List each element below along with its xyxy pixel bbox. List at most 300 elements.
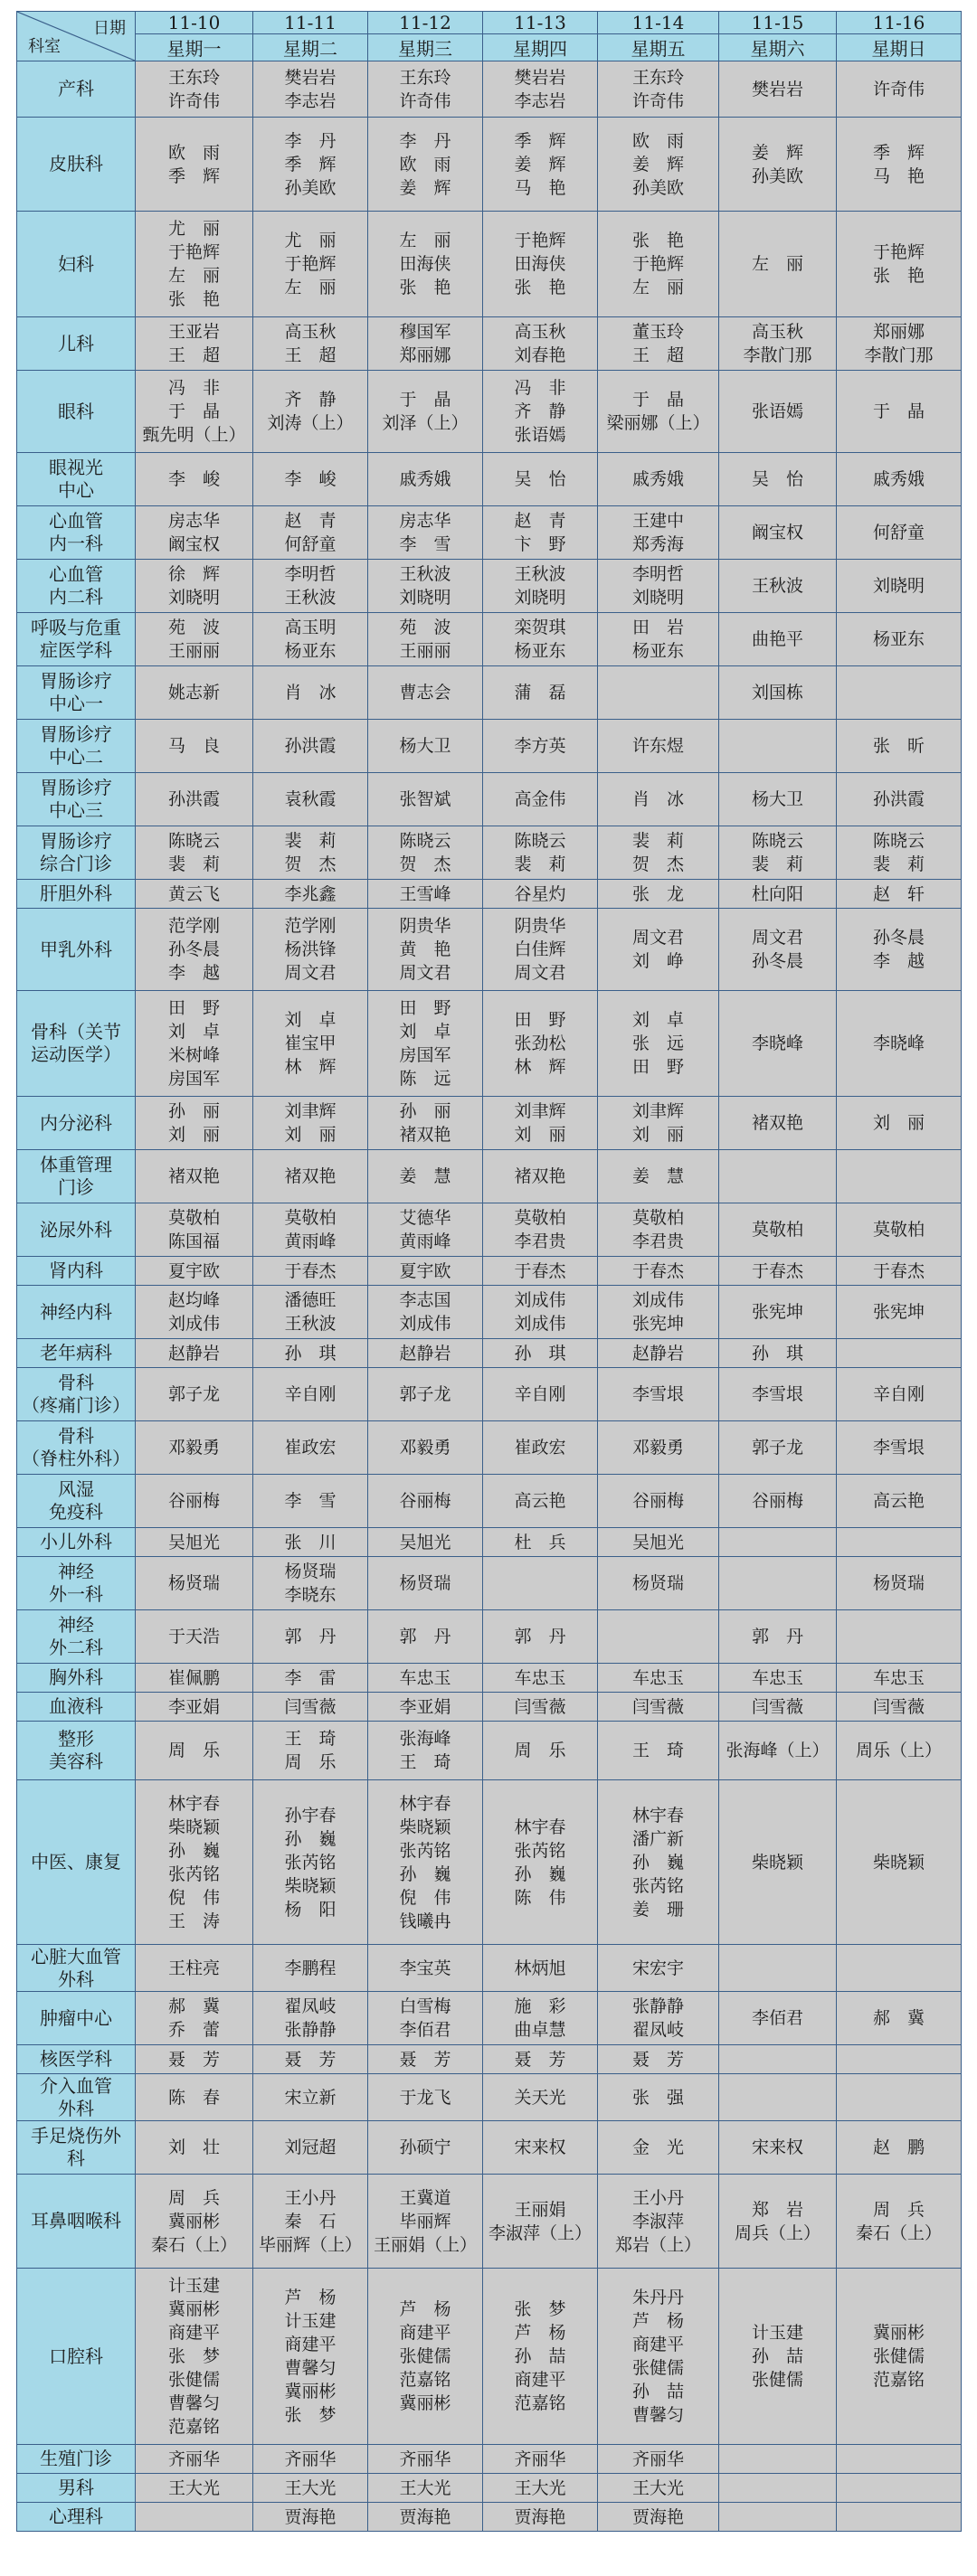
doctor-cell: 高金伟 xyxy=(483,773,598,826)
doctor-cell: 潘德旺 王秋波 xyxy=(253,1286,368,1339)
weekday-header: 星期六 xyxy=(719,34,837,61)
department-cell: 甲乳外科 xyxy=(17,909,136,991)
doctor-cell: 陈晓云 裴 莉 xyxy=(719,826,837,880)
doctor-cell: 孙硕宁 xyxy=(368,2121,483,2175)
doctor-cell: 李雪垠 xyxy=(837,1421,962,1475)
doctor-cell: 杨亚东 xyxy=(837,613,962,666)
doctor-cell: 樊岩岩 李志岩 xyxy=(253,61,368,118)
doctor-cell: 李晓峰 xyxy=(837,991,962,1097)
doctor-cell: 金 光 xyxy=(598,2121,719,2175)
doctor-cell: 艾德华 黄雨峰 xyxy=(368,1203,483,1257)
doctor-cell: 莫敬柏 陈国福 xyxy=(136,1203,253,1257)
doctor-cell: 林炳旭 xyxy=(483,1945,598,1992)
table-row xyxy=(17,506,962,560)
department-cell: 骨科 （疼痛门诊） xyxy=(17,1368,136,1421)
doctor-cell: 欧 雨 季 辉 xyxy=(136,118,253,212)
doctor-cell: 林宇春 张芮铭 孙 巍 陈 伟 xyxy=(483,1780,598,1945)
doctor-cell: 郑 岩 周兵（上） xyxy=(719,2175,837,2269)
doctor-cell: 刘 卓 张 远 田 野 xyxy=(598,991,719,1097)
table-row xyxy=(17,118,962,212)
doctor-cell: 戚秀娥 xyxy=(837,453,962,506)
doctor-cell: 贾海艳 xyxy=(483,2503,598,2532)
department-cell: 骨科（关节 运动医学） xyxy=(17,991,136,1097)
doctor-cell: 孙 丽 褚双艳 xyxy=(368,1097,483,1150)
doctor-cell: 施 彩 曲卓慧 xyxy=(483,1992,598,2045)
doctor-cell: 莫敬柏 李君贵 xyxy=(483,1203,598,1257)
doctor-cell: 田 岩 杨亚东 xyxy=(598,613,719,666)
doctor-cell: 田 野 刘 卓 米树峰 房国军 xyxy=(136,991,253,1097)
doctor-cell: 裴 莉 贺 杰 xyxy=(598,826,719,880)
doctor-cell: 姜 慧 xyxy=(368,1150,483,1203)
doctor-cell: 戚秀娥 xyxy=(598,453,719,506)
date-header-row xyxy=(17,12,962,34)
doctor-cell: 计玉建 冀丽彬 商建平 张 梦 张健儒 曹馨匀 范嘉铭 xyxy=(136,2269,253,2445)
doctor-cell: 崔佩鹏 xyxy=(136,1664,253,1693)
doctor-cell: 郭子龙 xyxy=(368,1368,483,1421)
table-row xyxy=(17,826,962,880)
doctor-cell: 孙 琪 xyxy=(719,1339,837,1368)
table-row xyxy=(17,371,962,453)
corner-dept-label: 科室 xyxy=(28,37,61,56)
doctor-cell xyxy=(837,666,962,720)
doctor-cell: 王东玲 许奇伟 xyxy=(368,61,483,118)
doctor-cell: 李晓峰 xyxy=(719,991,837,1097)
doctor-cell: 齐丽华 xyxy=(136,2445,253,2474)
doctor-cell: 吴旭光 xyxy=(598,1528,719,1557)
weekday-header: 星期三 xyxy=(368,34,483,61)
doctor-cell: 王大光 xyxy=(136,2474,253,2503)
doctor-cell: 杜 兵 xyxy=(483,1528,598,1557)
doctor-cell: 闫雪薇 xyxy=(483,1693,598,1722)
doctor-cell: 李 雪 xyxy=(253,1475,368,1528)
doctor-cell: 李 峻 xyxy=(253,453,368,506)
doctor-cell: 李雪垠 xyxy=(598,1368,719,1421)
doctor-cell: 孙洪霞 xyxy=(837,773,962,826)
doctor-cell xyxy=(719,2045,837,2074)
doctor-cell: 王柱亮 xyxy=(136,1945,253,1992)
doctor-cell: 杨贤瑞 xyxy=(368,1557,483,1610)
doctor-cell: 辛自刚 xyxy=(253,1368,368,1421)
doctor-cell: 樊岩岩 李志岩 xyxy=(483,61,598,118)
doctor-cell: 陈晓云 贺 杰 xyxy=(368,826,483,880)
doctor-cell: 许东煜 xyxy=(598,720,719,773)
table-row xyxy=(17,1722,962,1780)
doctor-cell: 林宇春 柴晓颖 孙 巍 张芮铭 倪 伟 王 涛 xyxy=(136,1780,253,1945)
doctor-cell xyxy=(719,1150,837,1203)
doctor-cell xyxy=(719,720,837,773)
doctor-cell: 贾海艳 xyxy=(253,2503,368,2532)
table-row xyxy=(17,1557,962,1610)
doctor-cell: 郭 丹 xyxy=(483,1610,598,1664)
doctor-cell: 张智斌 xyxy=(368,773,483,826)
doctor-cell: 冀丽彬 张健儒 范嘉铭 xyxy=(837,2269,962,2445)
doctor-cell xyxy=(483,1557,598,1610)
doctor-cell: 李 峻 xyxy=(136,453,253,506)
doctor-cell xyxy=(719,2445,837,2474)
department-cell: 眼科 xyxy=(17,371,136,453)
schedule-body xyxy=(17,61,962,2532)
doctor-cell: 肖 冰 xyxy=(253,666,368,720)
table-row xyxy=(17,1780,962,1945)
doctor-cell: 于天浩 xyxy=(136,1610,253,1664)
table-row xyxy=(17,2074,962,2121)
doctor-cell: 齐丽华 xyxy=(253,2445,368,2474)
outpatient-schedule-table xyxy=(16,11,962,2532)
weekday-header: 星期四 xyxy=(483,34,598,61)
table-row xyxy=(17,453,962,506)
doctor-cell xyxy=(837,1610,962,1664)
doctor-cell: 张静静 翟凤岐 xyxy=(598,1992,719,2045)
doctor-cell: 孙冬晨 李 越 xyxy=(837,909,962,991)
doctor-cell: 刘聿辉 刘 丽 xyxy=(483,1097,598,1150)
doctor-cell: 张 强 xyxy=(598,2074,719,2121)
doctor-cell: 吴 怡 xyxy=(719,453,837,506)
doctor-cell: 房志华 李 雪 xyxy=(368,506,483,560)
table-row xyxy=(17,1339,962,1368)
doctor-cell: 杨大卫 xyxy=(719,773,837,826)
doctor-cell: 张语嫣 xyxy=(719,371,837,453)
table-row xyxy=(17,2121,962,2175)
doctor-cell: 李兆鑫 xyxy=(253,880,368,909)
doctor-cell: 李宝英 xyxy=(368,1945,483,1992)
doctor-cell: 孙洪霞 xyxy=(253,720,368,773)
table-row xyxy=(17,1097,962,1150)
department-cell: 肿瘤中心 xyxy=(17,1992,136,2045)
doctor-cell: 于春杰 xyxy=(598,1257,719,1286)
doctor-cell: 陈晓云 裴 莉 xyxy=(483,826,598,880)
doctor-cell: 孙 琪 xyxy=(253,1339,368,1368)
doctor-cell: 徐 辉 刘晓明 xyxy=(136,560,253,613)
doctor-cell: 许奇伟 xyxy=(837,61,962,118)
doctor-cell: 张 昕 xyxy=(837,720,962,773)
doctor-cell: 尤 丽 于艳辉 左 丽 张 艳 xyxy=(136,212,253,317)
doctor-cell: 车忠玉 xyxy=(837,1664,962,1693)
doctor-cell: 崔政宏 xyxy=(253,1421,368,1475)
doctor-cell: 赵均峰 刘成伟 xyxy=(136,1286,253,1339)
doctor-cell: 季 辉 马 艳 xyxy=(837,118,962,212)
table-row xyxy=(17,1992,962,2045)
doctor-cell: 李 丹 季 辉 孙美欧 xyxy=(253,118,368,212)
doctor-cell: 张海峰（上） xyxy=(719,1722,837,1780)
doctor-cell: 李志国 刘成伟 xyxy=(368,1286,483,1339)
department-cell: 内分泌科 xyxy=(17,1097,136,1150)
table-row xyxy=(17,720,962,773)
table-row xyxy=(17,2269,962,2445)
date-header: 11-12 xyxy=(368,12,483,34)
doctor-cell: 邓毅勇 xyxy=(368,1421,483,1475)
doctor-cell: 王 琦 xyxy=(598,1722,719,1780)
department-cell: 产科 xyxy=(17,61,136,118)
doctor-cell: 刘晓明 xyxy=(837,560,962,613)
table-row xyxy=(17,1945,962,1992)
department-cell: 胸外科 xyxy=(17,1664,136,1693)
table-row xyxy=(17,1368,962,1421)
doctor-cell: 周文君 刘 峥 xyxy=(598,909,719,991)
date-header: 11-10 xyxy=(136,12,253,34)
doctor-cell: 栾贺琪 杨亚东 xyxy=(483,613,598,666)
department-cell: 耳鼻咽喉科 xyxy=(17,2175,136,2269)
table-row xyxy=(17,613,962,666)
department-cell: 口腔科 xyxy=(17,2269,136,2445)
table-row xyxy=(17,666,962,720)
department-cell: 整形 美容科 xyxy=(17,1722,136,1780)
department-cell: 男科 xyxy=(17,2474,136,2503)
date-header: 11-15 xyxy=(719,12,837,34)
doctor-cell: 齐丽华 xyxy=(483,2445,598,2474)
department-cell: 妇科 xyxy=(17,212,136,317)
doctor-cell: 谷丽梅 xyxy=(368,1475,483,1528)
table-row xyxy=(17,991,962,1097)
doctor-cell: 褚双艳 xyxy=(719,1097,837,1150)
doctor-cell: 郭子龙 xyxy=(719,1421,837,1475)
table-row xyxy=(17,212,962,317)
doctor-cell: 计玉建 孙 喆 张健儒 xyxy=(719,2269,837,2445)
table-row xyxy=(17,1664,962,1693)
doctor-cell: 阴贵华 白佳辉 周文君 xyxy=(483,909,598,991)
department-cell: 神经 外一科 xyxy=(17,1557,136,1610)
table-row xyxy=(17,2503,962,2532)
department-cell: 肝胆外科 xyxy=(17,880,136,909)
doctor-cell: 房志华 阚宝权 xyxy=(136,506,253,560)
table-row xyxy=(17,1610,962,1664)
doctor-cell: 夏宇欧 xyxy=(368,1257,483,1286)
doctor-cell: 黄云飞 xyxy=(136,880,253,909)
doctor-cell: 于 晶 梁丽娜（上） xyxy=(598,371,719,453)
doctor-cell: 马 良 xyxy=(136,720,253,773)
date-header: 11-11 xyxy=(253,12,368,34)
department-cell: 眼视光 中心 xyxy=(17,453,136,506)
doctor-cell: 李鹏程 xyxy=(253,1945,368,1992)
doctor-cell: 赵 鹏 xyxy=(837,2121,962,2175)
doctor-cell: 李佰君 xyxy=(719,1992,837,2045)
department-cell: 胃肠诊疗 中心一 xyxy=(17,666,136,720)
doctor-cell: 周乐（上） xyxy=(837,1722,962,1780)
doctor-cell xyxy=(837,1528,962,1557)
doctor-cell: 王东玲 许奇伟 xyxy=(136,61,253,118)
doctor-cell: 谷丽梅 xyxy=(719,1475,837,1528)
doctor-cell: 周 兵 秦石（上） xyxy=(837,2175,962,2269)
doctor-cell: 闫雪薇 xyxy=(837,1693,962,1722)
doctor-cell: 范学刚 杨洪锋 周文君 xyxy=(253,909,368,991)
department-cell: 胃肠诊疗 综合门诊 xyxy=(17,826,136,880)
doctor-cell: 阚宝权 xyxy=(719,506,837,560)
doctor-cell: 车忠玉 xyxy=(598,1664,719,1693)
doctor-cell: 欧 雨 姜 辉 孙美欧 xyxy=(598,118,719,212)
doctor-cell xyxy=(719,1528,837,1557)
doctor-cell xyxy=(719,2074,837,2121)
table-row xyxy=(17,560,962,613)
doctor-cell: 李亚娟 xyxy=(368,1693,483,1722)
doctor-cell xyxy=(719,1945,837,1992)
department-cell: 核医学科 xyxy=(17,2045,136,2074)
doctor-cell: 李亚娟 xyxy=(136,1693,253,1722)
doctor-cell: 王冀道 毕丽辉 王丽娟（上） xyxy=(368,2175,483,2269)
date-header: 11-13 xyxy=(483,12,598,34)
doctor-cell: 孙宇春 孙 巍 张芮铭 柴晓颖 杨 阳 xyxy=(253,1780,368,1945)
doctor-cell: 王小丹 李淑萍 郑岩（上） xyxy=(598,2175,719,2269)
doctor-cell: 芦 杨 计玉建 商建平 曹馨匀 冀丽彬 张 梦 xyxy=(253,2269,368,2445)
weekday-header: 星期二 xyxy=(253,34,368,61)
doctor-cell: 袁秋霞 xyxy=(253,773,368,826)
table-row xyxy=(17,1150,962,1203)
doctor-cell xyxy=(136,2503,253,2532)
department-cell: 介入血管 外科 xyxy=(17,2074,136,2121)
table-row xyxy=(17,1421,962,1475)
doctor-cell xyxy=(598,666,719,720)
department-cell: 中医、康复 xyxy=(17,1780,136,1945)
department-cell: 骨科 （脊柱外科） xyxy=(17,1421,136,1475)
department-cell: 心脏大血管 外科 xyxy=(17,1945,136,1992)
table-row xyxy=(17,1528,962,1557)
doctor-cell: 王丽娟 李淑萍（上） xyxy=(483,2175,598,2269)
doctor-cell: 宋立新 xyxy=(253,2074,368,2121)
doctor-cell: 周 乐 xyxy=(136,1722,253,1780)
doctor-cell: 高玉明 杨亚东 xyxy=(253,613,368,666)
doctor-cell: 郭子龙 xyxy=(136,1368,253,1421)
department-cell: 风湿 免疫科 xyxy=(17,1475,136,1528)
doctor-cell: 邓毅勇 xyxy=(598,1421,719,1475)
department-cell: 老年病科 xyxy=(17,1339,136,1368)
doctor-cell: 郑丽娜 李散门那 xyxy=(837,317,962,371)
doctor-cell: 谷星灼 xyxy=(483,880,598,909)
department-cell: 小儿外科 xyxy=(17,1528,136,1557)
doctor-cell xyxy=(719,2503,837,2532)
doctor-cell: 王建中 郑秀海 xyxy=(598,506,719,560)
doctor-cell: 陈 春 xyxy=(136,2074,253,2121)
doctor-cell: 刘成伟 刘成伟 xyxy=(483,1286,598,1339)
doctor-cell: 张宪坤 xyxy=(837,1286,962,1339)
doctor-cell: 赵 青 卞 野 xyxy=(483,506,598,560)
doctor-cell: 穆国军 郑丽娜 xyxy=(368,317,483,371)
department-cell: 呼吸与危重 症医学科 xyxy=(17,613,136,666)
doctor-cell: 苑 波 王丽丽 xyxy=(368,613,483,666)
doctor-cell xyxy=(837,2074,962,2121)
doctor-cell: 辛自刚 xyxy=(837,1368,962,1421)
doctor-cell: 于春杰 xyxy=(837,1257,962,1286)
doctor-cell: 车忠玉 xyxy=(368,1664,483,1693)
department-cell: 心理科 xyxy=(17,2503,136,2532)
doctor-cell: 郭 丹 xyxy=(719,1610,837,1664)
doctor-cell: 张海峰 王 琦 xyxy=(368,1722,483,1780)
doctor-cell: 崔政宏 xyxy=(483,1421,598,1475)
doctor-cell: 褚双艳 xyxy=(483,1150,598,1203)
doctor-cell: 赵 青 何舒童 xyxy=(253,506,368,560)
doctor-cell: 于春杰 xyxy=(253,1257,368,1286)
doctor-cell xyxy=(837,1150,962,1203)
doctor-cell: 车忠玉 xyxy=(483,1664,598,1693)
doctor-cell: 贾海艳 xyxy=(368,2503,483,2532)
doctor-cell: 褚双艳 xyxy=(253,1150,368,1203)
doctor-cell: 王秋波 刘晓明 xyxy=(368,560,483,613)
doctor-cell: 辛自刚 xyxy=(483,1368,598,1421)
department-cell: 胃肠诊疗 中心三 xyxy=(17,773,136,826)
doctor-cell: 于艳辉 张 艳 xyxy=(837,212,962,317)
doctor-cell xyxy=(837,2503,962,2532)
doctor-cell: 刘 壮 xyxy=(136,2121,253,2175)
doctor-cell: 王大光 xyxy=(368,2474,483,2503)
doctor-cell: 刘 卓 崔宝甲 林 辉 xyxy=(253,991,368,1097)
doctor-cell: 姜 慧 xyxy=(598,1150,719,1203)
doctor-cell: 刘聿辉 刘 丽 xyxy=(253,1097,368,1150)
doctor-cell: 高云艳 xyxy=(837,1475,962,1528)
doctor-cell xyxy=(837,1945,962,1992)
doctor-cell: 李明哲 刘晓明 xyxy=(598,560,719,613)
doctor-cell: 姚志新 xyxy=(136,666,253,720)
doctor-cell: 聂 芳 xyxy=(253,2045,368,2074)
doctor-cell: 刘国栋 xyxy=(719,666,837,720)
department-cell: 生殖门诊 xyxy=(17,2445,136,2474)
table-row xyxy=(17,2445,962,2474)
doctor-cell: 闫雪薇 xyxy=(598,1693,719,1722)
date-header: 11-14 xyxy=(598,12,719,34)
doctor-cell: 尤 丽 于艳辉 左 丽 xyxy=(253,212,368,317)
table-row xyxy=(17,2474,962,2503)
corner-header xyxy=(17,12,136,61)
doctor-cell: 于 晶 xyxy=(837,371,962,453)
doctor-cell: 刘 丽 xyxy=(837,1097,962,1150)
doctor-cell: 李 雷 xyxy=(253,1664,368,1693)
doctor-cell: 聂 芳 xyxy=(136,2045,253,2074)
table-row xyxy=(17,2045,962,2074)
doctor-cell: 莫敬柏 xyxy=(837,1203,962,1257)
table-row xyxy=(17,1203,962,1257)
doctor-cell: 何舒童 xyxy=(837,506,962,560)
doctor-cell: 莫敬柏 黄雨峰 xyxy=(253,1203,368,1257)
table-row xyxy=(17,2175,962,2269)
doctor-cell: 陈晓云 裴 莉 xyxy=(136,826,253,880)
doctor-cell: 郭 丹 xyxy=(368,1610,483,1664)
doctor-cell: 翟凤岐 张静静 xyxy=(253,1992,368,2045)
department-cell: 泌尿外科 xyxy=(17,1203,136,1257)
doctor-cell: 吴旭光 xyxy=(368,1528,483,1557)
doctor-cell: 田 野 张劲松 林 辉 xyxy=(483,991,598,1097)
doctor-cell: 王东玲 许奇伟 xyxy=(598,61,719,118)
doctor-cell: 王秋波 xyxy=(719,560,837,613)
doctor-cell: 王 琦 周 乐 xyxy=(253,1722,368,1780)
doctor-cell: 肖 冰 xyxy=(598,773,719,826)
doctor-cell: 吴 怡 xyxy=(483,453,598,506)
doctor-cell: 于龙飞 xyxy=(368,2074,483,2121)
table-row xyxy=(17,1693,962,1722)
table-row xyxy=(17,317,962,371)
doctor-cell: 王大光 xyxy=(598,2474,719,2503)
doctor-cell: 蒲 磊 xyxy=(483,666,598,720)
doctor-cell: 杨贤瑞 xyxy=(837,1557,962,1610)
doctor-cell: 赵静岩 xyxy=(598,1339,719,1368)
doctor-cell: 李 丹 欧 雨 姜 辉 xyxy=(368,118,483,212)
weekday-header: 星期日 xyxy=(837,34,962,61)
doctor-cell: 杨贤瑞 李晓东 xyxy=(253,1557,368,1610)
doctor-cell: 李雪垠 xyxy=(719,1368,837,1421)
doctor-cell: 季 辉 姜 辉 马 艳 xyxy=(483,118,598,212)
department-cell: 体重管理 门诊 xyxy=(17,1150,136,1203)
doctor-cell: 郝 冀 乔 蕾 xyxy=(136,1992,253,2045)
doctor-cell: 齐丽华 xyxy=(368,2445,483,2474)
department-cell: 儿科 xyxy=(17,317,136,371)
doctor-cell: 高玉秋 王 超 xyxy=(253,317,368,371)
doctor-cell: 杨大卫 xyxy=(368,720,483,773)
doctor-cell: 樊岩岩 xyxy=(719,61,837,118)
doctor-cell: 林宇春 潘广新 孙 巍 张芮铭 姜 珊 xyxy=(598,1780,719,1945)
doctor-cell: 高云艳 xyxy=(483,1475,598,1528)
doctor-cell: 宋来权 xyxy=(719,2121,837,2175)
doctor-cell xyxy=(598,1610,719,1664)
doctor-cell: 宋来权 xyxy=(483,2121,598,2175)
doctor-cell: 闫雪薇 xyxy=(253,1693,368,1722)
doctor-cell: 于春杰 xyxy=(719,1257,837,1286)
doctor-cell: 高玉秋 刘春艳 xyxy=(483,317,598,371)
doctor-cell: 田 野 刘 卓 房国军 陈 远 xyxy=(368,991,483,1097)
